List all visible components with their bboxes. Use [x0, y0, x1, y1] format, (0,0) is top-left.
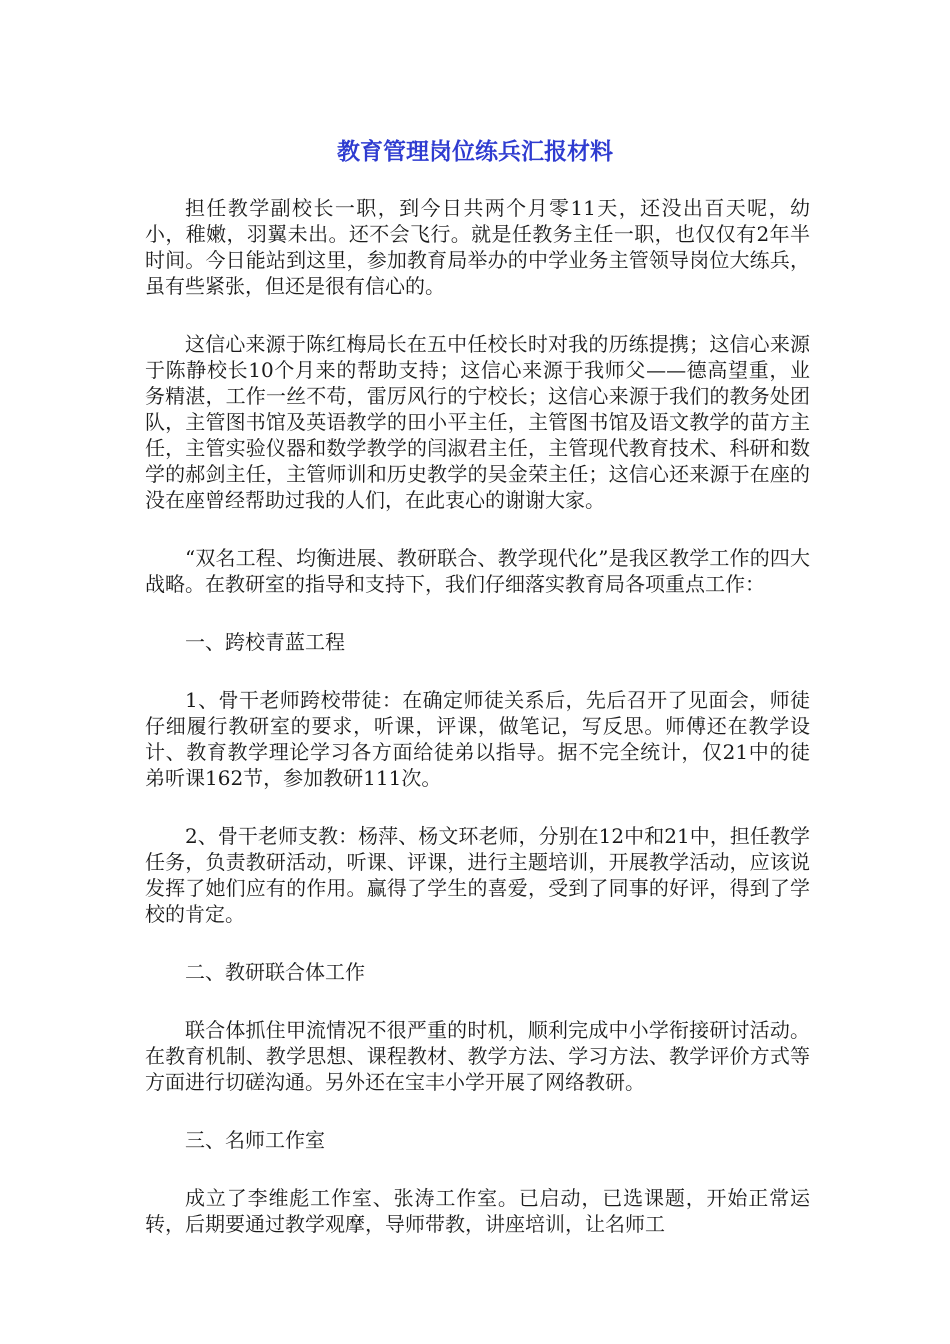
paragraph-union-work: 联合体抓住甲流情况不很严重的时机，顺利完成中小学衔接研讨活动。在教育机制、教学思想、课程教材、教学方法、学习方法、教学评价方式等方面进行切磋沟通。另外还在宝丰小学开展了网络教研。 — [145, 1018, 810, 1094]
paragraph-studio: 成立了李维彪工作室、张涛工作室。已启动，已选课题，开始正常运转，后期要通过教学观摩，导师带教，讲座培训，让名师工 — [145, 1186, 810, 1236]
paragraph-teaching-support: 2、骨干老师支教：杨萍、杨文环老师，分别在12中和21中，担任教学任务，负责教研活动，听课、评课，进行主题培训，开展教学活动，应该说发挥了她们应有的作用。赢得了学生的喜爱，受到了同事的好评，得到了学校的肯定。 — [145, 824, 810, 926]
section-heading-3: 三、名师工作室 — [185, 1128, 325, 1152]
paragraph-mentoring: 1、骨干老师跨校带徒：在确定师徒关系后，先后召开了见面会，师徒仔细履行教研室的要求，听课，评课，做笔记，写反思。师傅还在教学设计、教育教学理论学习各方面给徒弟以指导。据不完全统计，仅21中的徒弟听课162节，参加教研111次。 — [145, 688, 810, 790]
document-title: 教育管理岗位练兵汇报材料 — [337, 139, 613, 165]
paragraph-intro: 担任教学副校长一职，到今日共两个月零11天，还没出百天呢，幼小，稚嫩，羽翼未出。还不会飞行。就是任教务主任一职，也仅仅有2年半时间。今日能站到这里，参加教育局举办的中学业务主管领导岗位大练兵，虽有些紧张，但还是很有信心的。 — [145, 196, 810, 298]
section-heading-2: 二、教研联合体工作 — [185, 960, 365, 984]
paragraph-strategies: “双名工程、均衡进展、教研联合、教学现代化”是我区教学工作的四大战略。在教研室的指导和支持下，我们仔细落实教育局各项重点工作： — [145, 546, 810, 596]
paragraph-confidence-sources: 这信心来源于陈红梅局长在五中任校长时对我的历练提携；这信心来源于陈静校长10个月来的帮助支持；这信心来源于我师父——德高望重，业务精湛，工作一丝不苟，雷厉风行的宁校长；这信心来源于我们的教务处团队，主管图书馆及英语教学的田小平主任，主管图书馆及语文教学的苗方主任，主管实验仪器和数学教学的闫淑君主任，主管现代教育技术、科研和数学的郝剑主任，主管师训和历史教学的吴金荣主任；这信心还来源于在座的没在座曾经帮助过我的人们，在此衷心的谢谢大家。 — [145, 332, 810, 512]
document-body — [145, 195, 810, 1269]
section-heading-1: 一、跨校青蓝工程 — [185, 630, 345, 654]
